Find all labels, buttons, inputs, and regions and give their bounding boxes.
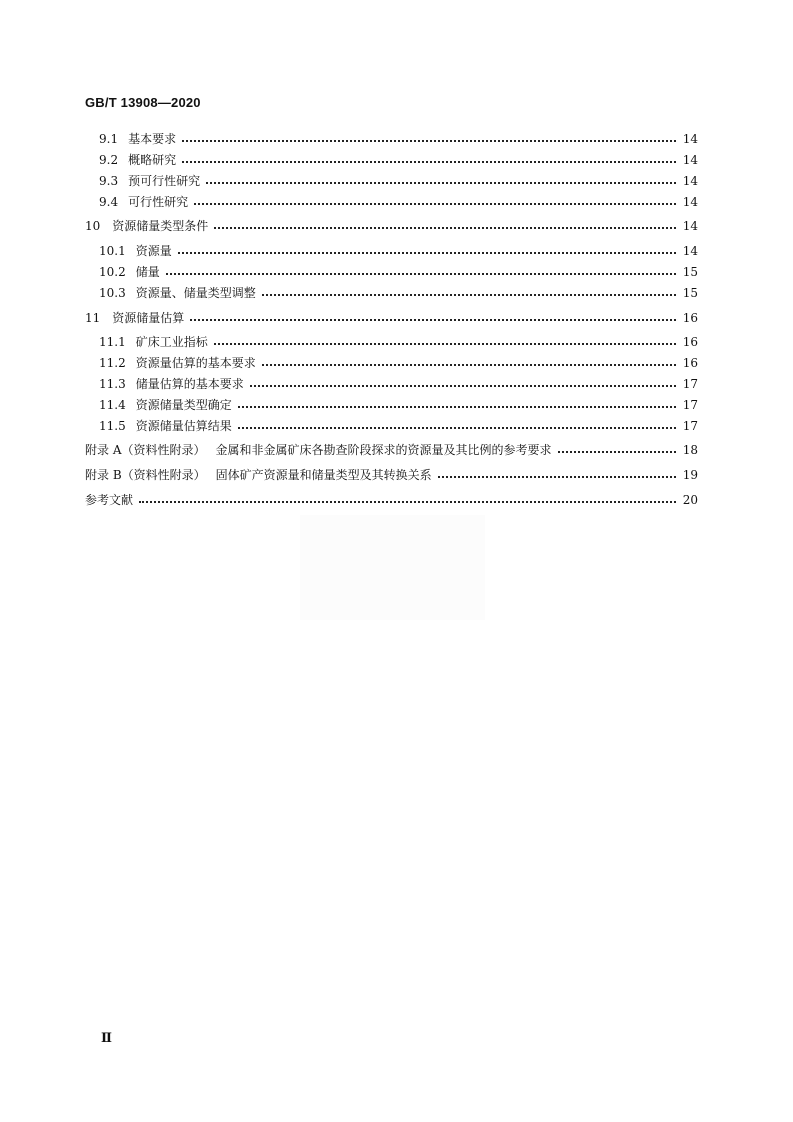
toc-leader-dots [238,426,676,429]
toc-entry[interactable] [99,193,698,211]
toc-number: 9.2 [99,153,119,167]
toc-entry[interactable] [99,375,698,393]
toc-number: 9.4 [99,195,119,209]
toc-page-number: 16 [682,335,698,349]
toc-number: 附录 B（资料性附录） [85,468,206,482]
toc-number: 11.4 [99,398,126,412]
toc-leader-dots [214,342,676,345]
toc-entry-appendix-a[interactable] [85,441,698,459]
toc-page-number: 16 [682,356,698,370]
toc-title: 固体矿产资源量和储量类型及其转换关系 [215,468,432,482]
toc-leader-dots [438,475,676,478]
toc-number: 9.3 [99,174,119,188]
toc-entry-references[interactable] [85,491,698,509]
toc-leader-dots [139,500,676,503]
toc-leader-dots [250,384,676,387]
page-number-footer: Ⅱ [101,1031,112,1046]
toc-page-number: 14 [682,195,698,209]
toc-entry[interactable] [99,396,698,414]
toc-title: 资源储量类型条件 [112,219,209,233]
toc-page-number: 14 [682,174,698,188]
toc-leader-dots [238,405,676,408]
toc-title: 金属和非金属矿床各勘查阶段探求的资源量及其比例的参考要求 [215,443,552,457]
toc-title: 储量估算的基本要求 [135,377,244,391]
toc-number: 11.1 [99,335,126,349]
toc-title: 资源储量估算 [112,311,185,325]
toc-title: 基本要求 [128,132,177,146]
toc-page-number: 14 [682,132,698,146]
toc-title: 概略研究 [128,153,177,167]
toc-leader-dots [214,226,676,229]
toc-entry[interactable] [99,333,698,351]
toc-page-number: 20 [682,493,698,507]
toc-leader-dots [190,318,676,321]
toc-leader-dots [262,363,676,366]
toc-entry[interactable] [99,284,698,302]
toc-page-number: 16 [682,311,698,325]
toc-number: 11.2 [99,356,126,370]
toc-number: 10.1 [99,244,126,258]
toc-title: 资源储量类型确定 [135,398,232,412]
toc-entry[interactable] [99,417,698,435]
toc-title: 参考文献 [85,493,134,507]
toc-entry[interactable] [85,309,698,327]
toc-page-number: 14 [682,244,698,258]
toc-leader-dots [558,450,677,453]
toc-entry[interactable] [99,263,698,281]
toc-number: 10.3 [99,286,126,300]
toc-title: 资源量 [135,244,172,258]
toc-number: 11.3 [99,377,126,391]
toc-leader-dots [166,272,676,275]
toc-title: 预可行性研究 [128,174,201,188]
toc-number: 11.5 [99,419,126,433]
toc-entry[interactable] [99,130,698,148]
toc-page-number: 14 [682,153,698,167]
toc-page-number: 17 [682,377,698,391]
toc-leader-dots [206,181,676,184]
toc-leader-dots [182,160,676,163]
toc-title: 矿床工业指标 [135,335,208,349]
toc-title: 资源储量估算结果 [135,419,232,433]
toc-number: 10.2 [99,265,126,279]
toc-page-number: 19 [682,468,698,482]
toc-leader-dots [182,139,676,142]
toc-entry[interactable] [99,354,698,372]
toc-entry[interactable] [99,172,698,190]
toc-title: 资源量估算的基本要求 [135,356,256,370]
toc-page-number: 14 [682,219,698,233]
toc-page-number: 15 [682,286,698,300]
toc-leader-dots [194,202,676,205]
toc-title: 资源量、储量类型调整 [135,286,256,300]
toc-page-number: 17 [682,419,698,433]
toc-number: 附录 A（资料性附录） [85,443,206,457]
toc-entry[interactable] [85,217,698,235]
toc-page-number: 17 [682,398,698,412]
toc-number: 10 [85,219,101,233]
toc-number: 9.1 [99,132,119,146]
toc-leader-dots [262,293,676,296]
toc-leader-dots [178,251,676,254]
toc-title: 储量 [135,265,160,279]
toc-page-number: 18 [682,443,698,457]
toc-number: 11 [85,311,101,325]
toc-page-number: 15 [682,265,698,279]
toc-entry-appendix-b[interactable] [85,466,698,484]
toc-entry[interactable] [99,242,698,260]
standard-code-header: GB/T 13908—2020 [85,95,201,110]
toc-title: 可行性研究 [128,195,189,209]
toc-entry[interactable] [99,151,698,169]
